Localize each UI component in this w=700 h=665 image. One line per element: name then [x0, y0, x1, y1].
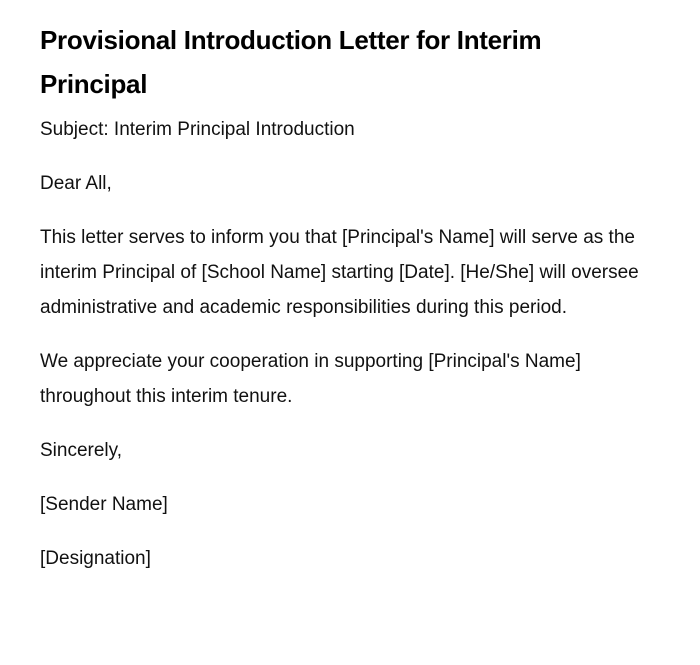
document-title: Provisional Introduction Letter for Interim Principal: [40, 25, 542, 99]
greeting: Dear All,: [40, 173, 112, 194]
subject-line: Subject: Interim Principal Introduction: [40, 119, 355, 140]
sender-name: [Sender Name]: [40, 494, 168, 515]
closing: Sincerely,: [40, 440, 123, 461]
designation: [Designation]: [40, 548, 151, 569]
body-paragraph-2: We appreciate your cooperation in supporting [Principal's Name] throughout this interim tenure.: [40, 351, 581, 407]
letter-document: [40, 18, 650, 595]
body-paragraph-1: This letter serves to inform you that [Principal's Name] will serve as the interim Principal of [School Name] starting [Date]. [He/She] will oversee administrative and academic responsibilities during this period.: [40, 227, 639, 318]
